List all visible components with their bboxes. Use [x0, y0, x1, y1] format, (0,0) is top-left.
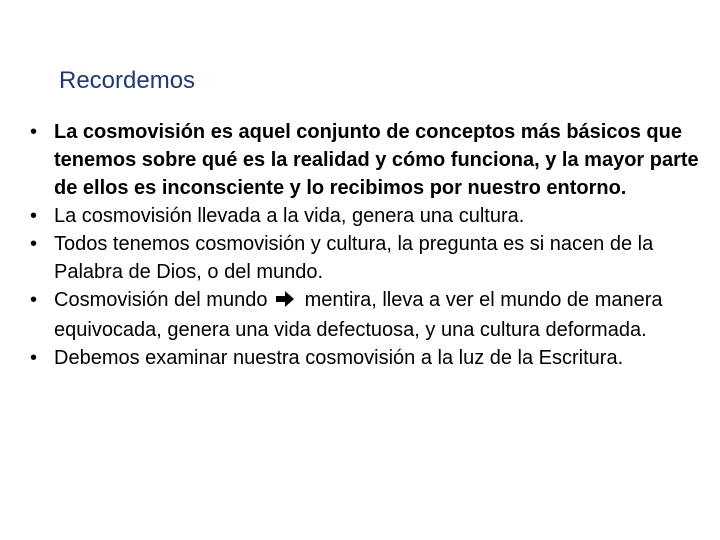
bullet-marker: •: [30, 205, 38, 227]
bullet-list: [30, 118, 700, 372]
slide-title: Recordemos: [59, 67, 196, 94]
bullet-text-after: mentira, lleva a ver el mundo de manera equivocada, genera una vida defectuosa, y una cultura deformada.: [54, 289, 663, 341]
bullet-item-examinar-escritura: [30, 344, 700, 372]
bullet-marker: •: [30, 289, 38, 311]
bullet-text: La cosmovisión es aquel conjunto de conceptos más básicos que tenemos sobre qué es la realidad y cómo funciona, y la mayor parte de ellos es inconsciente y lo recibimos por nuestro entorno.: [54, 121, 699, 199]
bullet-marker: •: [30, 233, 38, 255]
bullet-item-genera-cultura: [30, 202, 700, 230]
bullet-marker: •: [30, 121, 38, 143]
bullet-text: Debemos examinar nuestra cosmovisión a la luz de la Escritura.: [54, 347, 624, 369]
bullet-text-before: Cosmovisión del mundo: [54, 289, 268, 311]
bullet-item-cosmovision-mundo: [30, 286, 700, 344]
bullet-item-pregunta-origen: [30, 230, 700, 286]
right-arrow-icon: [275, 288, 295, 316]
bullet-text: La cosmovisión llevada a la vida, genera una cultura.: [54, 205, 525, 227]
bullet-text: Todos tenemos cosmovisión y cultura, la pregunta es si nacen de la Palabra de Dios, o del mundo.: [54, 233, 654, 283]
bullet-item-cosmovision-definition: [30, 118, 700, 202]
bullet-marker: •: [30, 347, 38, 369]
